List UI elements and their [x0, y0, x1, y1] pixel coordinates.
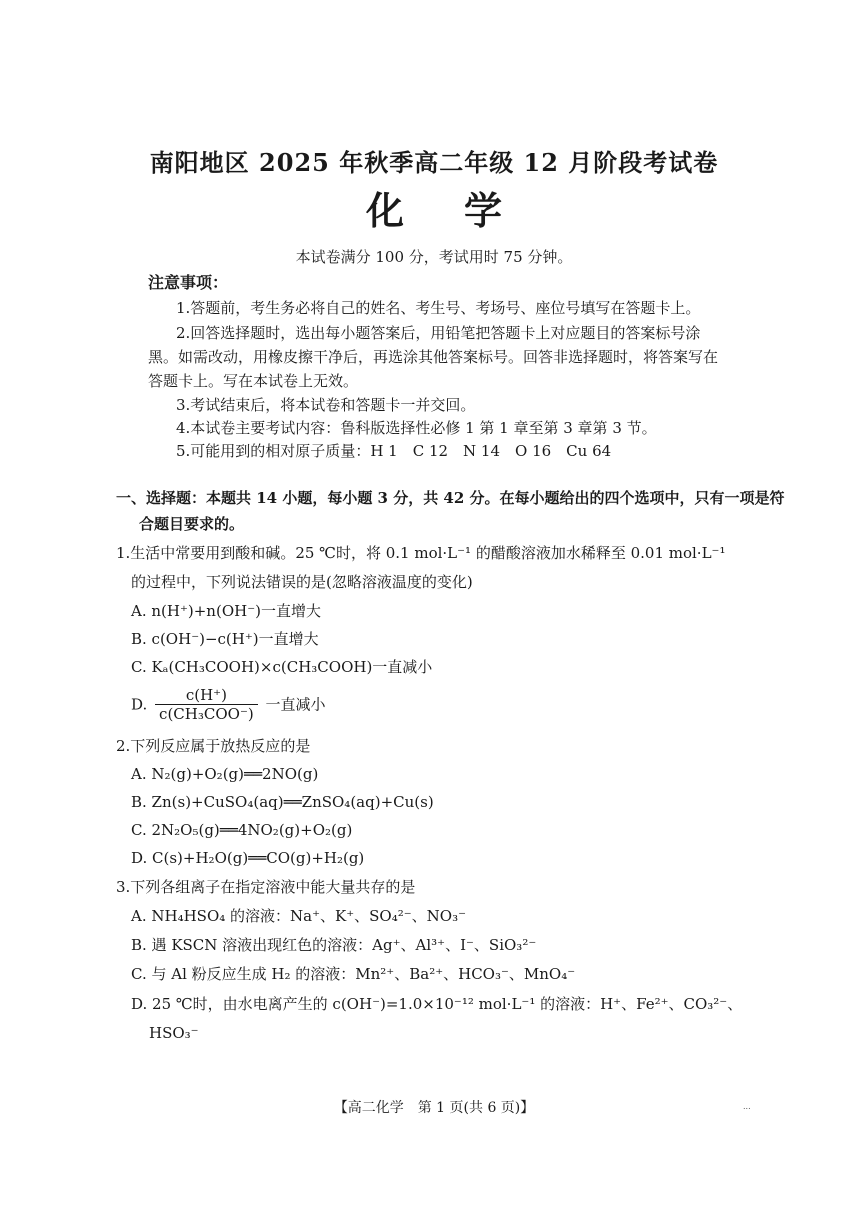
fraction-numerator: c(H⁺) [155, 686, 258, 705]
q3-option-d-line-1: D. 25 ℃时，由水电离产生的 c(OH⁻)=1.0×10⁻¹² mol·L⁻¹ 的溶液：H⁺、Fe²⁺、CO₃²⁻、 [131, 995, 743, 1013]
note-2-line-1: 2.回答选择题时，选出每小题答案后，用铅笔把答题卡上对应题目的答案标号涂 [176, 324, 701, 342]
exam-title: 南阳地区 2025 年秋季高二年级 12 月阶段考试卷 [149, 148, 719, 177]
q3-stem: 3.下列各组离子在指定溶液中能大量共存的是 [116, 878, 416, 896]
q1-option-b: B. c(OH⁻)−c(H⁺)一直增大 [131, 630, 319, 648]
q1-option-a: A. n(H⁺)+n(OH⁻)一直增大 [131, 602, 321, 620]
q1-option-d-prefix: D. [131, 695, 148, 714]
notes-heading: 注意事项： [148, 273, 229, 292]
q3-option-b: B. 遇 KSCN 溶液出现红色的溶液：Ag⁺、Al³⁺、I⁻、SiO₃²⁻ [131, 936, 537, 954]
note-5: 5.可能用到的相对原子质量：H 1 C 12 N 14 O 16 Cu 64 [176, 442, 612, 460]
note-2-line-2: 黑。如需改动，用橡皮擦干净后，再选涂其他答案标号。回答非选择题时，将答案写在 [148, 348, 719, 366]
q1-stem-line-2: 的过程中，下列说法错误的是(忽略溶液温度的变化) [131, 573, 473, 591]
section-heading-line-1: 一、选择题：本题共 14 小题，每小题 3 分，共 42 分。在每小题给出的四个选项中，只有一项是符 [116, 489, 785, 507]
page-footer: 【高二化学 第 1 页(共 6 页)】 [333, 1100, 535, 1116]
q2-option-c: C. 2N₂O₅(g)══4NO₂(g)+O₂(g) [131, 821, 353, 839]
q1-option-d-fraction [155, 686, 258, 723]
q1-stem-line-1: 1.生活中常要用到酸和碱。25 ℃时，将 0.1 mol·L⁻¹ 的醋酸溶液加水稀释至 0.01 mol·L⁻¹ [116, 544, 726, 562]
q2-option-b: B. Zn(s)+CuSO₄(aq)══ZnSO₄(aq)+Cu(s) [131, 793, 434, 811]
fraction-denominator: c(CH₃COO⁻) [159, 705, 254, 723]
q3-option-c: C. 与 Al 粉反应生成 H₂ 的溶液：Mn²⁺、Ba²⁺、HCO₃⁻、MnO₄⁻ [131, 965, 576, 983]
q3-option-a: A. NH₄HSO₄ 的溶液：Na⁺、K⁺、SO₄²⁻、NO₃⁻ [131, 907, 467, 925]
note-1: 1.答题前，考生务必将自己的姓名、考生号、考场号、座位号填写在答题卡上。 [176, 299, 701, 317]
q1-option-c: C. Kₐ(CH₃COOH)×c(CH₃COOH)一直减小 [131, 658, 433, 676]
note-2-line-3: 答题卡上。写在本试卷上无效。 [148, 372, 359, 390]
note-4: 4.本试卷主要考试内容：鲁科版选择性必修 1 第 1 章至第 3 章第 3 节。 [176, 419, 657, 437]
q2-option-d: D. C(s)+H₂O(g)══CO(g)+H₂(g) [131, 849, 365, 867]
section-heading-line-2: 合题目要求的。 [139, 515, 245, 533]
q1-option-d-suffix: 一直减小 [265, 695, 326, 714]
q3-option-d-line-2: HSO₃⁻ [149, 1024, 199, 1042]
corner-mark: ... [743, 1102, 751, 1111]
exam-info: 本试卷满分 100 分，考试用时 75 分钟。 [295, 248, 573, 266]
q2-stem: 2.下列反应属于放热反应的是 [116, 737, 311, 755]
note-3: 3.考试结束后，将本试卷和答题卡一并交回。 [176, 396, 476, 414]
q2-option-a: A. N₂(g)+O₂(g)══2NO(g) [131, 765, 319, 783]
subject-title: 化学 [365, 188, 562, 233]
q1-option-d [131, 686, 326, 723]
